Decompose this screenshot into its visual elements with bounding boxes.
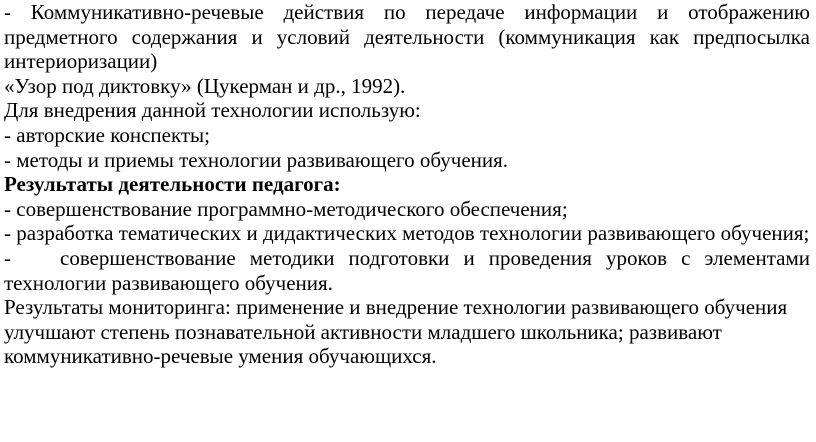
paragraph-monitoring-results: Результаты мониторинга: применение и внедрение технологии развивающего обучения улучшают степень познавательной активности младшего школьника; развивают коммуникативно-речевые умения обучающихся. bbox=[4, 295, 788, 369]
paragraph-pattern-dictation: «Узор под диктовку» (Цукерман и др., 1992). bbox=[4, 73, 406, 98]
list-item-author-notes: - авторские конспекты; bbox=[4, 122, 210, 147]
section-heading-teacher-results: Результаты деятельности педагога: bbox=[4, 172, 341, 197]
list-item-development: - разработка тематических и дидактических методов технологии развивающего обучения; bbox=[4, 221, 810, 246]
list-marker: - bbox=[4, 245, 11, 270]
paragraph-communicative-actions: - Коммуникативно-речевые действия по передаче информации и отображению предметного содержания и условий деятельности (коммуникация как предпосылка интериоризации) bbox=[4, 0, 810, 74]
list-item-improvement: - совершенствование программно-методического обеспечения; bbox=[4, 196, 568, 221]
list-item-methods: - методы и приемы технологии развивающего обучения. bbox=[4, 147, 509, 172]
paragraph-implementation-intro: Для внедрения данной технологии использую: bbox=[4, 98, 421, 123]
list-item-lesson-methods-text: совершенствование методики подготовки и проведения уроков с элементами bbox=[60, 245, 810, 270]
document-body bbox=[4, 0, 810, 369]
list-item-lesson-methods-continuation: технологии развивающего обучения. bbox=[4, 270, 333, 295]
list-item-lesson-methods bbox=[4, 246, 810, 271]
